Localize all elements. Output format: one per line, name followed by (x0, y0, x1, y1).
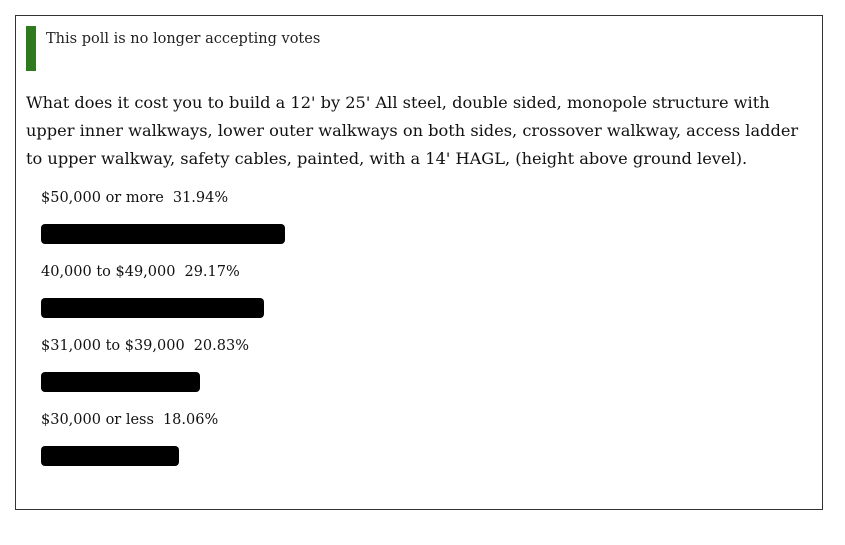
notice-accent-bar (26, 26, 36, 71)
option-percent: 20.83% (193, 338, 249, 354)
notice-text: This poll is no longer accepting votes (46, 31, 321, 47)
poll-option (41, 262, 741, 336)
result-bar (41, 446, 179, 466)
result-bar-track (41, 446, 805, 466)
option-label-row (41, 188, 741, 208)
option-label: 40,000 to $49,000 (41, 264, 176, 280)
result-bar (41, 298, 264, 318)
option-percent: 31.94% (172, 190, 229, 206)
poll-option (41, 336, 741, 410)
option-label-row (41, 262, 741, 282)
result-bar-track (41, 224, 805, 244)
result-bar-track (41, 298, 805, 318)
option-label-row (41, 410, 741, 430)
option-label: $50,000 or more (41, 190, 164, 206)
poll-option (41, 188, 741, 262)
result-bar (41, 372, 200, 392)
result-bar (41, 224, 285, 244)
poll-results (41, 188, 741, 484)
option-percent: 29.17% (184, 264, 240, 280)
poll-option (41, 410, 741, 484)
poll-container (15, 15, 823, 510)
option-percent: 18.06% (162, 412, 219, 428)
option-label-row (41, 336, 741, 356)
option-label: $31,000 to $39,000 (41, 338, 185, 354)
result-bar-track (41, 372, 805, 392)
option-label: $30,000 or less (41, 412, 154, 428)
poll-question: What does it cost you to build a 12' by 25' All steel, double sided, monopole structure with upper inner walkways, lower outer walkways on both sides, crossover walkway, access ladder to upper walkway, safety cables, painted, with a 14' HAGL, (height above ground level). (26, 93, 799, 168)
poll-closed-notice (26, 26, 320, 71)
